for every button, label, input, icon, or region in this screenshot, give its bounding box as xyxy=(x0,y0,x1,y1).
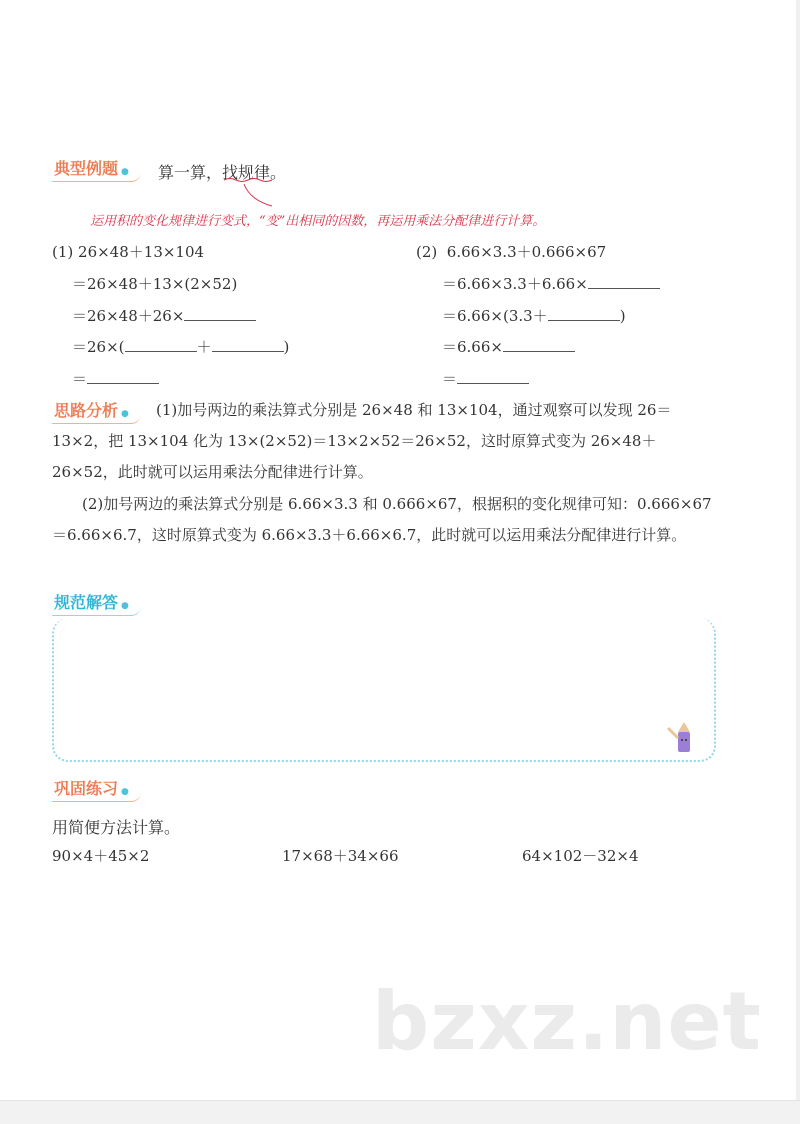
droplet-icon: ● xyxy=(121,409,129,419)
example-prompt: 算一算，找规律。 xyxy=(158,163,287,182)
practice-problem: 17×68＋34×66 xyxy=(282,847,399,865)
practice-problem: 90×4＋45×2 xyxy=(52,847,150,865)
answer-blank[interactable] xyxy=(588,274,660,289)
watermark: bzxz.net xyxy=(372,975,762,1068)
page-bottom-band xyxy=(0,1100,800,1124)
answer-blank[interactable] xyxy=(457,369,529,384)
analysis-paragraph-2: (2)加号两边的乘法算式分别是 6.66×3.3 和 0.666×67，根据积的变化规律可知：0.666×67＝6.66×6.7，这时原算式变为 6.66×3.3＋6.66×6.7，此时就可以运用乘法分配律进行计算。 xyxy=(52,495,712,544)
answer-blank[interactable] xyxy=(503,337,575,352)
practice-instruction: 用简便方法计算。 xyxy=(52,818,181,837)
note-pointer-icon xyxy=(222,178,282,208)
section-header-practice: 巩固练习 ● xyxy=(52,776,141,802)
droplet-icon: ● xyxy=(121,601,129,611)
answer-blank[interactable] xyxy=(212,337,284,352)
answer-blank[interactable] xyxy=(548,306,620,321)
answer-blank[interactable] xyxy=(87,369,159,384)
section-header-analysis: 思路分析 ● xyxy=(52,398,141,424)
analysis-paragraph-1: (1)加号两边的乘法算式分别是 26×48 和 13×104，通过观察可以发现 26＝13×2，把 13×104 化为 13×(2×52)＝13×2×52＝26×52，这时原算式变为 26×48＋26×52，此时就可以运用乘法分配律进行计算。 xyxy=(52,401,672,481)
droplet-icon: ● xyxy=(121,167,129,177)
page-edge xyxy=(796,0,800,1100)
pencil-mascot-icon xyxy=(660,722,700,754)
section-header-example: 典型例题 ● xyxy=(52,156,141,182)
practice-problem: 64×102－32×4 xyxy=(522,847,639,865)
section-header-answer: 规范解答 ● xyxy=(52,590,141,616)
answer-box[interactable] xyxy=(52,618,716,762)
example-note: 运用积的变化规律进行变式，“变”出相同的因数，再运用乘法分配律进行计算。 xyxy=(90,214,546,229)
answer-blank[interactable] xyxy=(184,306,256,321)
droplet-icon: ● xyxy=(121,787,129,797)
answer-blank[interactable] xyxy=(125,337,197,352)
